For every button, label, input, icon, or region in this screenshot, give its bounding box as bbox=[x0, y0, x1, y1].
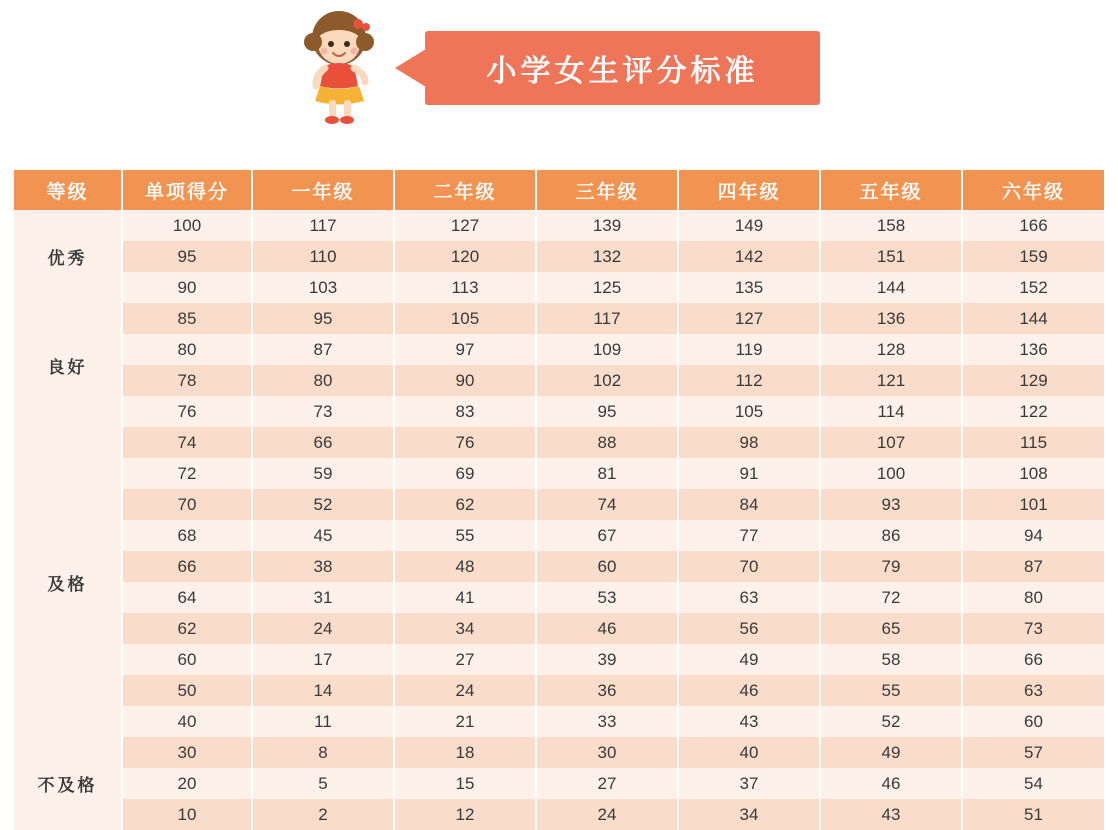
grade-4-cell: 98 bbox=[678, 427, 820, 458]
grade-1-cell: 80 bbox=[252, 365, 394, 396]
grade-1-cell: 103 bbox=[252, 272, 394, 303]
grade-5-cell: 72 bbox=[820, 582, 962, 613]
score-cell: 80 bbox=[122, 334, 252, 365]
table-row bbox=[14, 768, 1104, 799]
grade-2-cell: 76 bbox=[394, 427, 536, 458]
column-header-grade-4: 四年级 bbox=[678, 170, 820, 210]
score-cell: 85 bbox=[122, 303, 252, 334]
grade-1-cell: 66 bbox=[252, 427, 394, 458]
grade-6-cell: 63 bbox=[962, 675, 1104, 706]
grade-5-cell: 128 bbox=[820, 334, 962, 365]
grade-3-cell: 46 bbox=[536, 613, 678, 644]
grade-6-cell: 115 bbox=[962, 427, 1104, 458]
score-cell: 60 bbox=[122, 644, 252, 675]
grade-1-cell: 52 bbox=[252, 489, 394, 520]
column-header-score: 单项得分 bbox=[122, 170, 252, 210]
column-header-grade-1: 一年级 bbox=[252, 170, 394, 210]
grade-1-cell: 2 bbox=[252, 799, 394, 830]
grade-1-cell: 117 bbox=[252, 210, 394, 241]
table-row bbox=[14, 582, 1104, 613]
grade-4-cell: 37 bbox=[678, 768, 820, 799]
table-row bbox=[14, 675, 1104, 706]
grade-4-cell: 46 bbox=[678, 675, 820, 706]
grade-5-cell: 151 bbox=[820, 241, 962, 272]
grade-2-cell: 15 bbox=[394, 768, 536, 799]
page-title: 小学女生评分标准 bbox=[486, 55, 759, 88]
grade-6-cell: 94 bbox=[962, 520, 1104, 551]
grade-4-cell: 34 bbox=[678, 799, 820, 830]
grade-4-cell: 149 bbox=[678, 210, 820, 241]
score-cell: 50 bbox=[122, 675, 252, 706]
level-cell: 良好 bbox=[14, 303, 122, 427]
grade-3-cell: 109 bbox=[536, 334, 678, 365]
score-cell: 100 bbox=[122, 210, 252, 241]
grade-5-cell: 121 bbox=[820, 365, 962, 396]
column-header-grade-5: 五年级 bbox=[820, 170, 962, 210]
grade-4-cell: 91 bbox=[678, 458, 820, 489]
grade-1-cell: 45 bbox=[252, 520, 394, 551]
grade-5-cell: 58 bbox=[820, 644, 962, 675]
level-cell: 优秀 bbox=[14, 210, 122, 303]
grade-6-cell: 87 bbox=[962, 551, 1104, 582]
grade-6-cell: 129 bbox=[962, 365, 1104, 396]
grade-5-cell: 100 bbox=[820, 458, 962, 489]
score-cell: 62 bbox=[122, 613, 252, 644]
table-row bbox=[14, 427, 1104, 458]
grade-4-cell: 142 bbox=[678, 241, 820, 272]
grade-5-cell: 65 bbox=[820, 613, 962, 644]
grade-4-cell: 112 bbox=[678, 365, 820, 396]
grade-4-cell: 105 bbox=[678, 396, 820, 427]
grade-5-cell: 107 bbox=[820, 427, 962, 458]
grade-4-cell: 119 bbox=[678, 334, 820, 365]
grade-5-cell: 144 bbox=[820, 272, 962, 303]
table-row bbox=[14, 241, 1104, 272]
table-row bbox=[14, 613, 1104, 644]
table-row bbox=[14, 365, 1104, 396]
table-row bbox=[14, 303, 1104, 334]
column-header-grade-6: 六年级 bbox=[962, 170, 1104, 210]
grade-6-cell: 80 bbox=[962, 582, 1104, 613]
grade-1-cell: 38 bbox=[252, 551, 394, 582]
grade-4-cell: 70 bbox=[678, 551, 820, 582]
grade-4-cell: 49 bbox=[678, 644, 820, 675]
grade-1-cell: 11 bbox=[252, 706, 394, 737]
grade-3-cell: 30 bbox=[536, 737, 678, 768]
level-cell: 不及格 bbox=[14, 737, 122, 830]
grade-1-cell: 8 bbox=[252, 737, 394, 768]
grade-3-cell: 88 bbox=[536, 427, 678, 458]
table-row bbox=[14, 272, 1104, 303]
grade-1-cell: 17 bbox=[252, 644, 394, 675]
grade-6-cell: 136 bbox=[962, 334, 1104, 365]
grade-2-cell: 27 bbox=[394, 644, 536, 675]
grade-6-cell: 60 bbox=[962, 706, 1104, 737]
grade-6-cell: 122 bbox=[962, 396, 1104, 427]
score-table-container bbox=[14, 170, 1104, 830]
grade-3-cell: 139 bbox=[536, 210, 678, 241]
page-header bbox=[0, 0, 1118, 140]
grade-5-cell: 114 bbox=[820, 396, 962, 427]
score-cell: 66 bbox=[122, 551, 252, 582]
grade-3-cell: 102 bbox=[536, 365, 678, 396]
grade-2-cell: 24 bbox=[394, 675, 536, 706]
grade-2-cell: 120 bbox=[394, 241, 536, 272]
grade-2-cell: 97 bbox=[394, 334, 536, 365]
score-table bbox=[14, 170, 1104, 830]
score-cell: 10 bbox=[122, 799, 252, 830]
grade-3-cell: 81 bbox=[536, 458, 678, 489]
grade-4-cell: 63 bbox=[678, 582, 820, 613]
table-row bbox=[14, 551, 1104, 582]
grade-3-cell: 24 bbox=[536, 799, 678, 830]
grade-6-cell: 108 bbox=[962, 458, 1104, 489]
grade-2-cell: 83 bbox=[394, 396, 536, 427]
table-row bbox=[14, 799, 1104, 830]
score-cell: 76 bbox=[122, 396, 252, 427]
grade-1-cell: 87 bbox=[252, 334, 394, 365]
grade-6-cell: 51 bbox=[962, 799, 1104, 830]
grade-2-cell: 69 bbox=[394, 458, 536, 489]
table-row bbox=[14, 737, 1104, 768]
table-row bbox=[14, 458, 1104, 489]
grade-2-cell: 127 bbox=[394, 210, 536, 241]
grade-3-cell: 74 bbox=[536, 489, 678, 520]
grade-4-cell: 56 bbox=[678, 613, 820, 644]
table-row bbox=[14, 520, 1104, 551]
grade-3-cell: 117 bbox=[536, 303, 678, 334]
table-row bbox=[14, 210, 1104, 241]
table-row bbox=[14, 396, 1104, 427]
grade-4-cell: 77 bbox=[678, 520, 820, 551]
grade-4-cell: 127 bbox=[678, 303, 820, 334]
grade-4-cell: 84 bbox=[678, 489, 820, 520]
girl-mascot-icon bbox=[292, 8, 387, 128]
grade-3-cell: 33 bbox=[536, 706, 678, 737]
table-row bbox=[14, 644, 1104, 675]
grade-3-cell: 125 bbox=[536, 272, 678, 303]
grade-3-cell: 60 bbox=[536, 551, 678, 582]
score-cell: 30 bbox=[122, 737, 252, 768]
score-cell: 78 bbox=[122, 365, 252, 396]
grade-5-cell: 55 bbox=[820, 675, 962, 706]
grade-3-cell: 53 bbox=[536, 582, 678, 613]
grade-2-cell: 21 bbox=[394, 706, 536, 737]
score-cell: 64 bbox=[122, 582, 252, 613]
grade-1-cell: 95 bbox=[252, 303, 394, 334]
banner-body bbox=[425, 31, 820, 105]
grade-2-cell: 55 bbox=[394, 520, 536, 551]
grade-6-cell: 166 bbox=[962, 210, 1104, 241]
grade-3-cell: 36 bbox=[536, 675, 678, 706]
score-cell: 68 bbox=[122, 520, 252, 551]
grade-1-cell: 24 bbox=[252, 613, 394, 644]
table-header-row bbox=[14, 170, 1104, 210]
grade-2-cell: 62 bbox=[394, 489, 536, 520]
level-cell: 及格 bbox=[14, 427, 122, 737]
grade-3-cell: 95 bbox=[536, 396, 678, 427]
table-row bbox=[14, 334, 1104, 365]
grade-5-cell: 79 bbox=[820, 551, 962, 582]
grade-1-cell: 59 bbox=[252, 458, 394, 489]
grade-6-cell: 73 bbox=[962, 613, 1104, 644]
table-row bbox=[14, 706, 1104, 737]
grade-3-cell: 132 bbox=[536, 241, 678, 272]
grade-6-cell: 66 bbox=[962, 644, 1104, 675]
grade-4-cell: 40 bbox=[678, 737, 820, 768]
grade-3-cell: 67 bbox=[536, 520, 678, 551]
score-cell: 95 bbox=[122, 241, 252, 272]
score-cell: 74 bbox=[122, 427, 252, 458]
grade-5-cell: 86 bbox=[820, 520, 962, 551]
grade-2-cell: 18 bbox=[394, 737, 536, 768]
grade-2-cell: 105 bbox=[394, 303, 536, 334]
title-banner bbox=[395, 31, 820, 105]
grade-1-cell: 14 bbox=[252, 675, 394, 706]
grade-2-cell: 12 bbox=[394, 799, 536, 830]
grade-3-cell: 27 bbox=[536, 768, 678, 799]
table-row bbox=[14, 489, 1104, 520]
grade-2-cell: 113 bbox=[394, 272, 536, 303]
grade-1-cell: 110 bbox=[252, 241, 394, 272]
score-cell: 20 bbox=[122, 768, 252, 799]
column-header-grade-3: 三年级 bbox=[536, 170, 678, 210]
grade-5-cell: 43 bbox=[820, 799, 962, 830]
grade-1-cell: 73 bbox=[252, 396, 394, 427]
grade-6-cell: 144 bbox=[962, 303, 1104, 334]
column-header-level: 等级 bbox=[14, 170, 122, 210]
table-head bbox=[14, 170, 1104, 210]
grade-5-cell: 46 bbox=[820, 768, 962, 799]
grade-6-cell: 152 bbox=[962, 272, 1104, 303]
grade-6-cell: 159 bbox=[962, 241, 1104, 272]
score-cell: 90 bbox=[122, 272, 252, 303]
grade-5-cell: 158 bbox=[820, 210, 962, 241]
score-cell: 70 bbox=[122, 489, 252, 520]
grade-1-cell: 5 bbox=[252, 768, 394, 799]
grade-2-cell: 41 bbox=[394, 582, 536, 613]
grade-4-cell: 43 bbox=[678, 706, 820, 737]
grade-6-cell: 54 bbox=[962, 768, 1104, 799]
score-cell: 40 bbox=[122, 706, 252, 737]
grade-2-cell: 34 bbox=[394, 613, 536, 644]
grade-1-cell: 31 bbox=[252, 582, 394, 613]
table-body bbox=[14, 210, 1104, 830]
banner-tail-shape bbox=[395, 49, 426, 87]
grade-2-cell: 48 bbox=[394, 551, 536, 582]
grade-4-cell: 135 bbox=[678, 272, 820, 303]
grade-2-cell: 90 bbox=[394, 365, 536, 396]
grade-6-cell: 57 bbox=[962, 737, 1104, 768]
grade-5-cell: 49 bbox=[820, 737, 962, 768]
score-cell: 72 bbox=[122, 458, 252, 489]
grade-3-cell: 39 bbox=[536, 644, 678, 675]
grade-5-cell: 52 bbox=[820, 706, 962, 737]
grade-6-cell: 101 bbox=[962, 489, 1104, 520]
column-header-grade-2: 二年级 bbox=[394, 170, 536, 210]
grade-5-cell: 136 bbox=[820, 303, 962, 334]
grade-5-cell: 93 bbox=[820, 489, 962, 520]
